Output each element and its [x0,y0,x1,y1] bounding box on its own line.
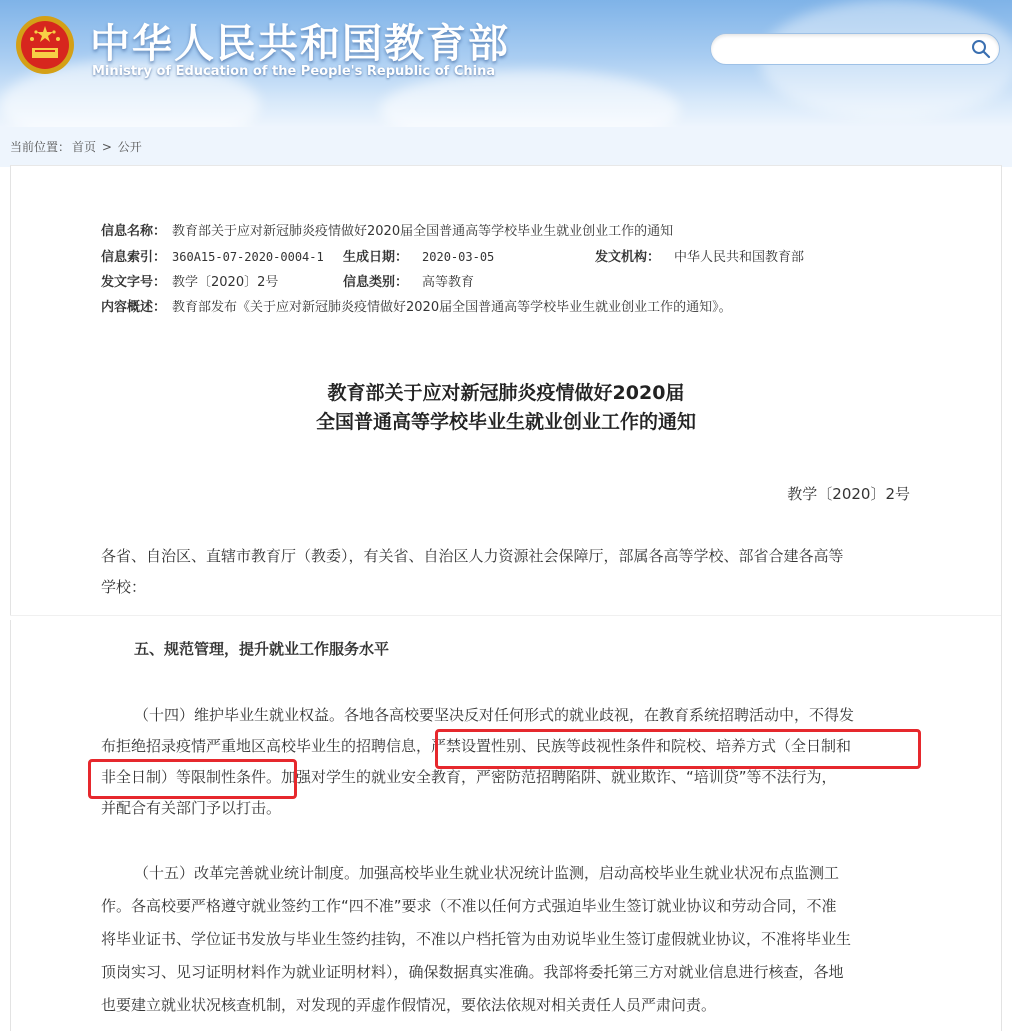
paragraph-15-line-4: 顶岗实习、见习证明材料作为就业证明材料），确保数据真实准确。我部将委托第三方对就业信息进行核查，各地 [101,963,844,981]
document-number: 教学〔2020〕2号 [787,485,910,503]
paragraph-14-line-1: （十四）维护毕业生就业权益。各地各高校要坚决反对任何形式的就业歧视，在教育系统招聘活动中，不得发 [134,706,855,724]
paragraph-15-line-1: （十五）改革完善就业统计制度。加强高校毕业生就业状况统计监测，启动高校毕业生就业状况布点监测工 [134,864,840,882]
page-seam [10,615,1001,620]
paragraph-15-line-5: 也要建立就业状况核查机制，对发现的弄虚作假情况，要依法依规对相关责任人员严肃问责。 [101,996,717,1014]
meta-index-row [101,246,324,265]
meta-category-row [343,271,474,290]
meta-org-value: 中华人民共和国教育部 [674,250,805,265]
paragraph-14-line-2: 布拒绝招录疫情严重地区高校毕业生的招聘信息，严禁设置性别、民族等歧视性条件和院校、培养方式（全日制和 [101,737,852,755]
meta-number-label: 发文字号： [101,275,167,290]
meta-index-value: 360A15-07-2020-0004-1 [172,250,324,264]
meta-number-value: 教学〔2020〕2号 [172,275,279,290]
meta-name-label: 信息名称： [101,224,167,239]
document-title-line-1: 教育部关于应对新冠肺炎疫情做好2020届 [327,382,685,404]
paragraph-14-line-3: 非全日制）等限制性条件。加强对学生的就业安全教育，严密防范招聘陷阱、就业欺诈、“培训贷”等不法行为， [101,768,837,786]
meta-number-row [101,271,278,290]
paragraph-15-line-2: 作。各高校要严格遵守就业签约工作“四不准”要求（不准以任何方式强迫毕业生签订就业协议和劳动合同，不准 [101,897,837,915]
breadcrumb-item-home[interactable]: 首页 [72,140,97,154]
meta-name-value: 教育部关于应对新冠肺炎疫情做好2020届全国普通高等学校毕业生就业创业工作的通知 [172,224,674,239]
document-title-line-2: 全国普通高等学校毕业生就业创业工作的通知 [315,411,696,433]
breadcrumb-separator: > [98,140,116,154]
meta-summary-label: 内容概述： [101,300,167,315]
breadcrumb [10,138,144,155]
meta-category-value: 高等教育 [422,275,475,290]
meta-name-row [101,220,673,239]
search-input[interactable] [710,33,1000,65]
meta-date-label: 生成日期： [343,250,409,265]
breadcrumb-item-public[interactable]: 公开 [117,140,142,154]
meta-summary-value: 教育部发布《关于应对新冠肺炎疫情做好2020届全国普通高等学校毕业生就业创业工作的通知》。 [172,300,732,315]
site-subtitle: Ministry of Education of the People's Republic of China [92,64,496,79]
meta-summary-row [101,296,732,315]
meta-index-label: 信息索引： [101,250,167,265]
paragraph-15-line-3: 将毕业证书、学位证书发放与毕业生签约挂钩，不准以户档托管为由劝说毕业生签订虚假就业协议，不准将毕业生 [101,930,852,948]
section-heading: 五、规范管理，提升就业工作服务水平 [134,640,390,658]
site-title: 中华人民共和国教育部 [90,21,510,67]
national-emblem-icon [14,14,76,76]
meta-date-row [343,246,494,265]
search-icon[interactable] [971,39,991,59]
meta-date-value: 2020-03-05 [422,250,495,264]
breadcrumb-prefix: 当前位置： [10,140,71,154]
meta-category-label: 信息类别： [343,275,409,290]
breadcrumb-bar [0,127,1012,167]
paragraph-14-line-4: 并配合有关部门予以打击。 [101,799,282,817]
meta-org-label: 发文机构： [595,250,661,265]
meta-org-row [595,246,804,265]
addressee-line-1: 各省、自治区、直辖市教育厅（教委），有关省、自治区人力资源社会保障厅，部属各高等学校、部省合建各高等 [101,547,844,565]
addressee-line-2: 学校： [101,578,147,596]
site-header [0,0,1012,127]
